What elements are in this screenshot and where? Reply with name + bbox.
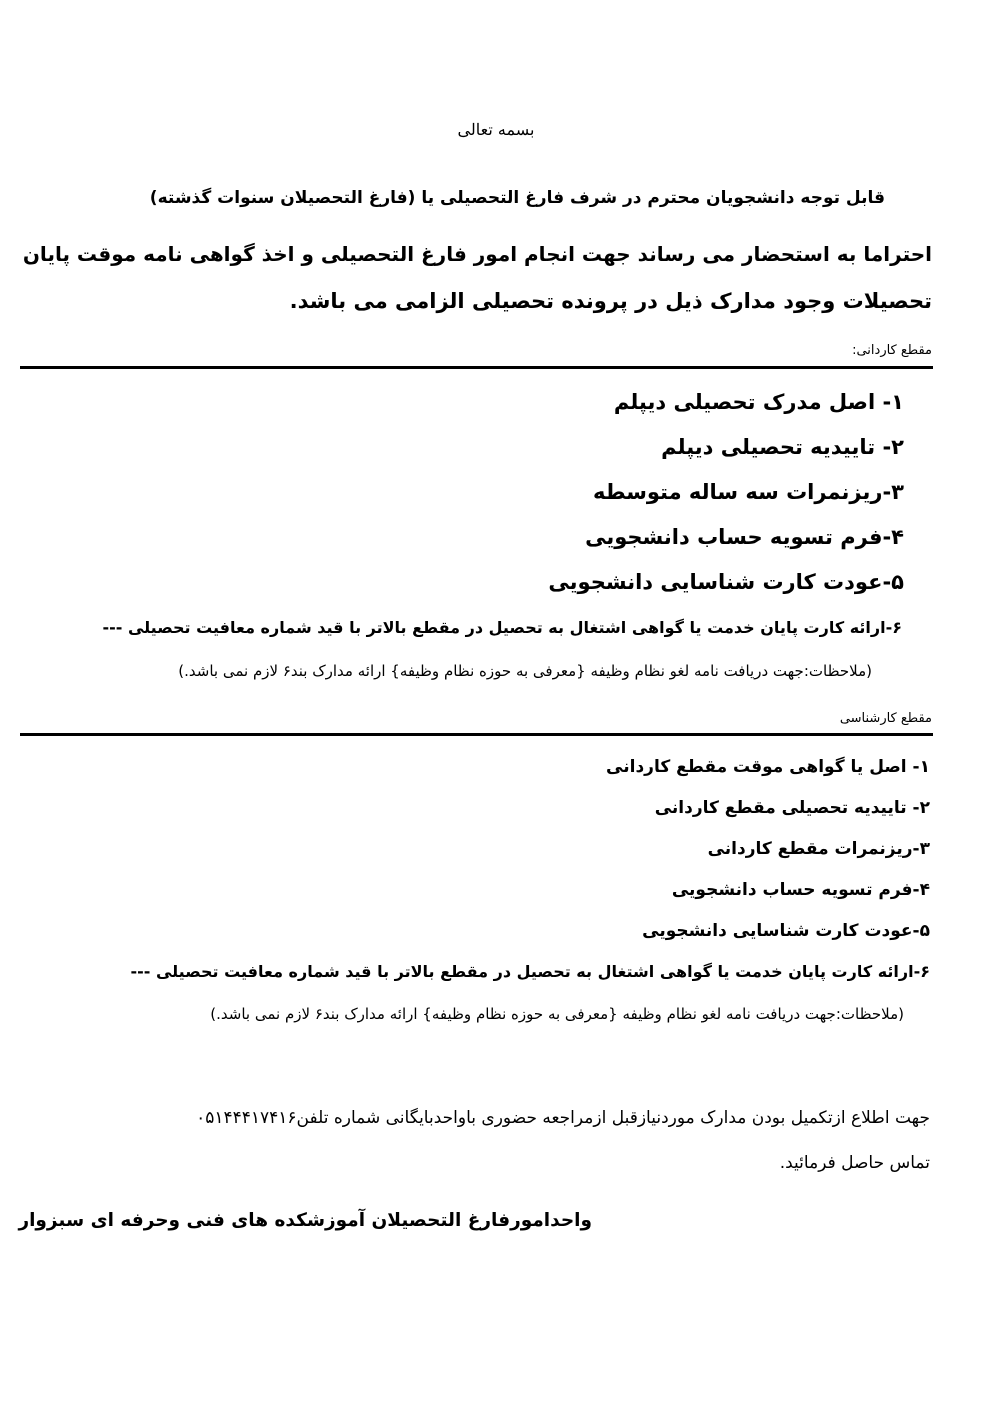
bachelor-item-1: ۱- اصل یا گواهی موقت مقطع کاردانی [606,757,930,777]
associate-item-1: ۱- اصل مدرک تحصیلی دیپلم [613,390,904,414]
divider-associate [20,366,933,369]
contact-line-1: جهت اطلاع ازتکمیل بودن مدارک موردنیازقبل ازمراجعه حضوری باواحدبایگانی شماره تلفن۰۵۱۴۴۴۱۷۴۱۶ [196,1108,930,1128]
intro-line-1: احتراما به استحضار می رساند جهت انجام امور فارغ التحصیلی و اخذ گواهی نامه موقت پایان [22,242,932,266]
contact-line-2: تماس حاصل فرمائید. [779,1153,930,1173]
bachelor-item-6: ۶-ارائه کارت پایان خدمت یا گواهی اشتغال به تحصیل در مقطع بالاتر با قید شماره معافیت تحصیلی --- [130,962,930,981]
intro-line-2: تحصیلات وجود مدارک ذیل در پرونده تحصیلی الزامی می باشد. [289,289,932,313]
associate-item-4: ۴-فرم تسویه حساب دانشجویی [585,525,904,549]
bachelor-item-4: ۴-فرم تسویه حساب دانشجویی [671,880,930,900]
bachelor-item-2: ۲- تاییدیه تحصیلی مقطع کاردانی [654,798,930,818]
signature: واحدامورفارغ التحصیلان آموزشکده های فنی وحرفه ای سبزوار [18,1210,592,1231]
associate-item-6: ۶-ارائه کارت پایان خدمت یا گواهی اشتغال به تحصیل در مقطع بالاتر با قید شماره معافیت تحصیلی --- [102,618,902,637]
notice-line: قابل توجه دانشجویان محترم در شرف فارغ التحصیلی یا (فارغ التحصیلان سنوات گذشته) [149,188,885,208]
bachelor-item-3: ۳-ریزنمرات مقطع کاردانی [707,839,930,859]
bachelor-note: (ملاحظات:جهت دریافت نامه لغو نظام وظیفه {معرفی به حوزه نظام وظیفه} ارائه مدارک بند۶ لازم نمی باشد.) [210,1005,904,1023]
associate-item-3: ۳-ریزنمرات سه ساله متوسطه [593,480,904,504]
heading: بسمه تعالی [457,120,535,139]
associate-note: (ملاحظات:جهت دریافت نامه لغو نظام وظیفه {معرفی به حوزه نظام وظیفه} ارائه مدارک بند۶ لازم نمی باشد.) [178,662,872,680]
divider-bachelor [20,733,933,736]
section-title-associate: مقطع کاردانی: [852,343,932,358]
associate-item-5: ۵-عودت کارت شناسایی دانشجویی [548,570,904,594]
associate-item-2: ۲- تاییدیه تحصیلی دیپلم [661,435,904,459]
bachelor-item-5: ۵-عودت کارت شناسایی دانشجویی [642,921,930,941]
section-title-bachelor: مقطع کارشناسی [839,711,932,726]
